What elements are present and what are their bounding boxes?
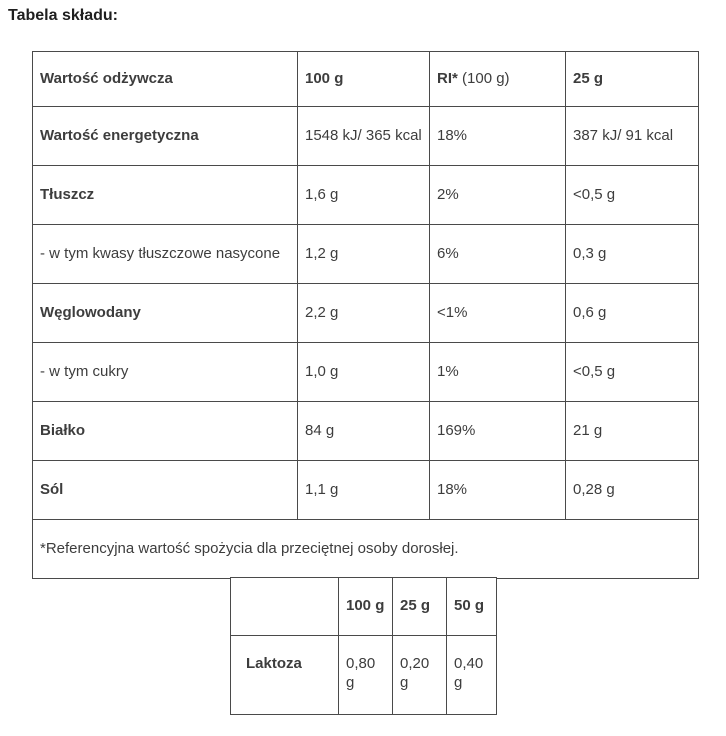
table-header-row	[33, 52, 699, 107]
table-row-salt	[33, 461, 699, 520]
row-label: Węglowodany	[33, 284, 298, 343]
header-100g-label: 100 g	[305, 69, 344, 87]
lactose-header-25g	[393, 578, 447, 636]
value-ri: <1%	[430, 284, 566, 343]
header-per-25g	[566, 52, 699, 107]
lactose-value-50g: 0,40 g	[447, 636, 497, 715]
header-ri-unit: (100 g)	[457, 69, 510, 87]
value-per-100g: 2,2 g	[298, 284, 430, 343]
value-ri: 1%	[430, 343, 566, 402]
lactose-row-label: Laktoza	[231, 636, 339, 715]
value-per-100g: 1,2 g	[298, 225, 430, 284]
value-ri: 18%	[430, 461, 566, 520]
value-per-25g: 387 kJ/ 91 kcal	[566, 107, 699, 166]
row-label: Wartość energetyczna	[33, 107, 298, 166]
value-per-100g: 1,6 g	[298, 166, 430, 225]
lactose-header-25g-label: 25 g	[400, 597, 431, 615]
nutrition-facts-table	[32, 51, 699, 579]
table-row-energy	[33, 107, 699, 166]
row-label: - w tym cukry	[33, 343, 298, 402]
value-per-25g: 21 g	[566, 402, 699, 461]
lactose-header-100g	[339, 578, 393, 636]
header-per-100g	[298, 52, 430, 107]
header-nutrient	[33, 52, 298, 107]
lactose-header-50g-label: 50 g	[454, 597, 485, 615]
page-title: Tabela składu:	[8, 7, 118, 24]
header-ri	[430, 52, 566, 107]
reference-intake-footnote: *Referencyjna wartość spożycia dla przeciętnej osoby dorosłej.	[33, 520, 699, 579]
value-per-25g: <0,5 g	[566, 343, 699, 402]
lactose-header-50g	[447, 578, 497, 636]
row-label: Tłuszcz	[33, 166, 298, 225]
header-ri-label: RI*	[437, 69, 458, 87]
value-ri: 169%	[430, 402, 566, 461]
value-per-100g: 1,1 g	[298, 461, 430, 520]
table-row-fat	[33, 166, 699, 225]
value-per-25g: 0,6 g	[566, 284, 699, 343]
row-label: Białko	[33, 402, 298, 461]
lactose-value-100g: 0,80 g	[339, 636, 393, 715]
value-per-100g: 84 g	[298, 402, 430, 461]
header-25g-label: 25 g	[573, 69, 604, 87]
value-per-25g: 0,28 g	[566, 461, 699, 520]
table-footnote-row	[33, 520, 699, 579]
table-row-protein	[33, 402, 699, 461]
lactose-table	[230, 577, 497, 715]
value-per-100g: 1,0 g	[298, 343, 430, 402]
table-row-carbohydrates	[33, 284, 699, 343]
row-label: - w tym kwasy tłuszczowe nasycone	[33, 225, 298, 284]
value-ri: 6%	[430, 225, 566, 284]
lactose-row	[231, 636, 497, 715]
value-ri: 18%	[430, 107, 566, 166]
value-per-100g: 1548 kJ/ 365 kcal	[298, 107, 430, 166]
lactose-header-row	[231, 578, 497, 636]
value-per-25g: 0,3 g	[566, 225, 699, 284]
lactose-value-25g: 0,20 g	[393, 636, 447, 715]
header-nutrient-label: Wartość odżywcza	[40, 69, 173, 87]
value-ri: 2%	[430, 166, 566, 225]
table-row-sugars	[33, 343, 699, 402]
lactose-header-100g-label: 100 g	[346, 597, 385, 615]
lactose-header-blank	[231, 578, 339, 636]
value-per-25g: <0,5 g	[566, 166, 699, 225]
row-label: Sól	[33, 461, 298, 520]
table-row-saturated-fat	[33, 225, 699, 284]
